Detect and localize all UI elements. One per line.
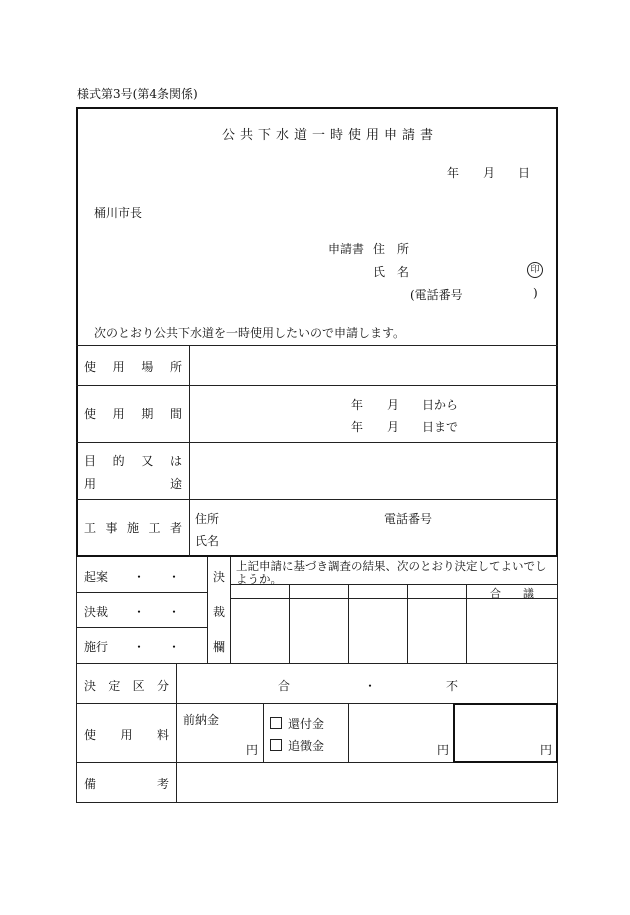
- additional-label: 追徴金: [288, 739, 325, 753]
- label-char: 使: [84, 360, 97, 374]
- date-month: 月: [483, 166, 496, 180]
- label-char: 工: [148, 521, 161, 535]
- period-from-month: 月: [387, 398, 400, 412]
- draft-label: 起案: [84, 570, 109, 584]
- label-char: 用: [84, 477, 97, 491]
- contractor-name-label: 氏名: [195, 534, 220, 548]
- period-from-year: 年: [351, 398, 364, 412]
- label-char: 目: [84, 454, 97, 468]
- label-char: 工: [84, 521, 97, 535]
- label-char: 定: [108, 679, 121, 693]
- label-char: 所: [169, 360, 182, 374]
- label-char: 料: [156, 728, 169, 742]
- refund-label: 還付金: [288, 717, 325, 731]
- applicant-phone-open: (電話番号: [410, 288, 463, 302]
- label-char: 考: [156, 777, 169, 791]
- applicant-address-label: 住 所: [373, 242, 410, 256]
- execution-dot-2: ・: [168, 640, 181, 654]
- refund-option[interactable]: [270, 715, 324, 732]
- applicant-label: 申請書: [328, 242, 365, 256]
- draft-dot-2: ・: [168, 570, 181, 584]
- draft-dot-1: ・: [133, 570, 146, 584]
- location-label: [84, 358, 182, 375]
- label-char: 使: [84, 407, 97, 421]
- label-char: 備: [84, 777, 97, 791]
- period-from-suffix: 日から: [422, 398, 459, 412]
- period-to-month: 月: [387, 420, 400, 434]
- decision-separator: ・: [364, 679, 377, 693]
- seal-icon: 印: [527, 262, 543, 278]
- decision-type-label: [84, 677, 169, 694]
- additional-checkbox[interactable]: [270, 739, 282, 751]
- refund-checkbox[interactable]: [270, 717, 282, 729]
- decision-dot-1: ・: [133, 605, 146, 619]
- fee-label: [84, 726, 169, 743]
- contractor-label: [84, 519, 182, 536]
- period-label: [84, 405, 182, 422]
- label-char: 用: [112, 360, 125, 374]
- statement: 次のとおり公共下水道を一時使用したいので申請します。: [94, 326, 406, 340]
- approval-notice-line2: ようか。: [236, 572, 282, 586]
- decision-dot-2: ・: [168, 605, 181, 619]
- date-year: 年: [447, 166, 460, 180]
- period-to-year: 年: [351, 420, 364, 434]
- recipient: 桶川市長: [94, 206, 143, 220]
- prepaid-label: 前納金: [183, 713, 220, 727]
- approval-column-label-2: 裁: [213, 605, 226, 619]
- form-number: 様式第3号(第4条関係): [77, 87, 198, 101]
- purpose-label-line1: [84, 452, 182, 469]
- label-char: 又: [141, 454, 154, 468]
- label-char: 使: [84, 728, 97, 742]
- label-char: 用: [120, 728, 133, 742]
- label-char: 決: [84, 679, 97, 693]
- label-char: 事: [105, 521, 118, 535]
- label-char: は: [169, 454, 182, 468]
- approval-column-label-3: 欄: [213, 640, 226, 654]
- label-char: 分: [156, 679, 169, 693]
- label-char: 区: [132, 679, 145, 693]
- label-char: 期: [141, 407, 154, 421]
- council-label: 合 議: [490, 587, 534, 600]
- remarks-label: [84, 775, 169, 792]
- applicant-name-label: 氏 名: [373, 265, 410, 279]
- contractor-address-label: 住所: [195, 512, 220, 526]
- contractor-phone-label: 電話番号: [384, 512, 433, 526]
- approval-column-label-1: 決: [213, 570, 226, 584]
- label-char: 途: [169, 477, 182, 491]
- date-day: 日: [518, 166, 531, 180]
- purpose-label-line2: [84, 475, 182, 492]
- approval-notice-line1: 上記申請に基づき調査の結果、次のとおり決定してよいでし: [236, 559, 547, 573]
- label-char: 者: [169, 521, 182, 535]
- decision-label: 決裁: [84, 605, 109, 619]
- decision-reject: 不: [446, 679, 459, 693]
- label-char: 場: [141, 360, 154, 374]
- period-to-suffix: 日まで: [422, 420, 459, 434]
- page-title: 公共下水道一時使用申請書: [222, 128, 439, 143]
- total-yen: 円: [540, 743, 553, 757]
- label-char: 施: [126, 521, 139, 535]
- label-char: 用: [112, 407, 125, 421]
- prepaid-yen: 円: [246, 743, 259, 757]
- execution-label: 施行: [84, 640, 109, 654]
- label-char: 的: [112, 454, 125, 468]
- difference-yen: 円: [437, 743, 450, 757]
- additional-option[interactable]: [270, 737, 324, 754]
- decision-approve: 合: [278, 679, 291, 693]
- execution-dot-1: ・: [133, 640, 146, 654]
- label-char: 間: [169, 407, 182, 421]
- applicant-phone-close: ): [533, 286, 538, 300]
